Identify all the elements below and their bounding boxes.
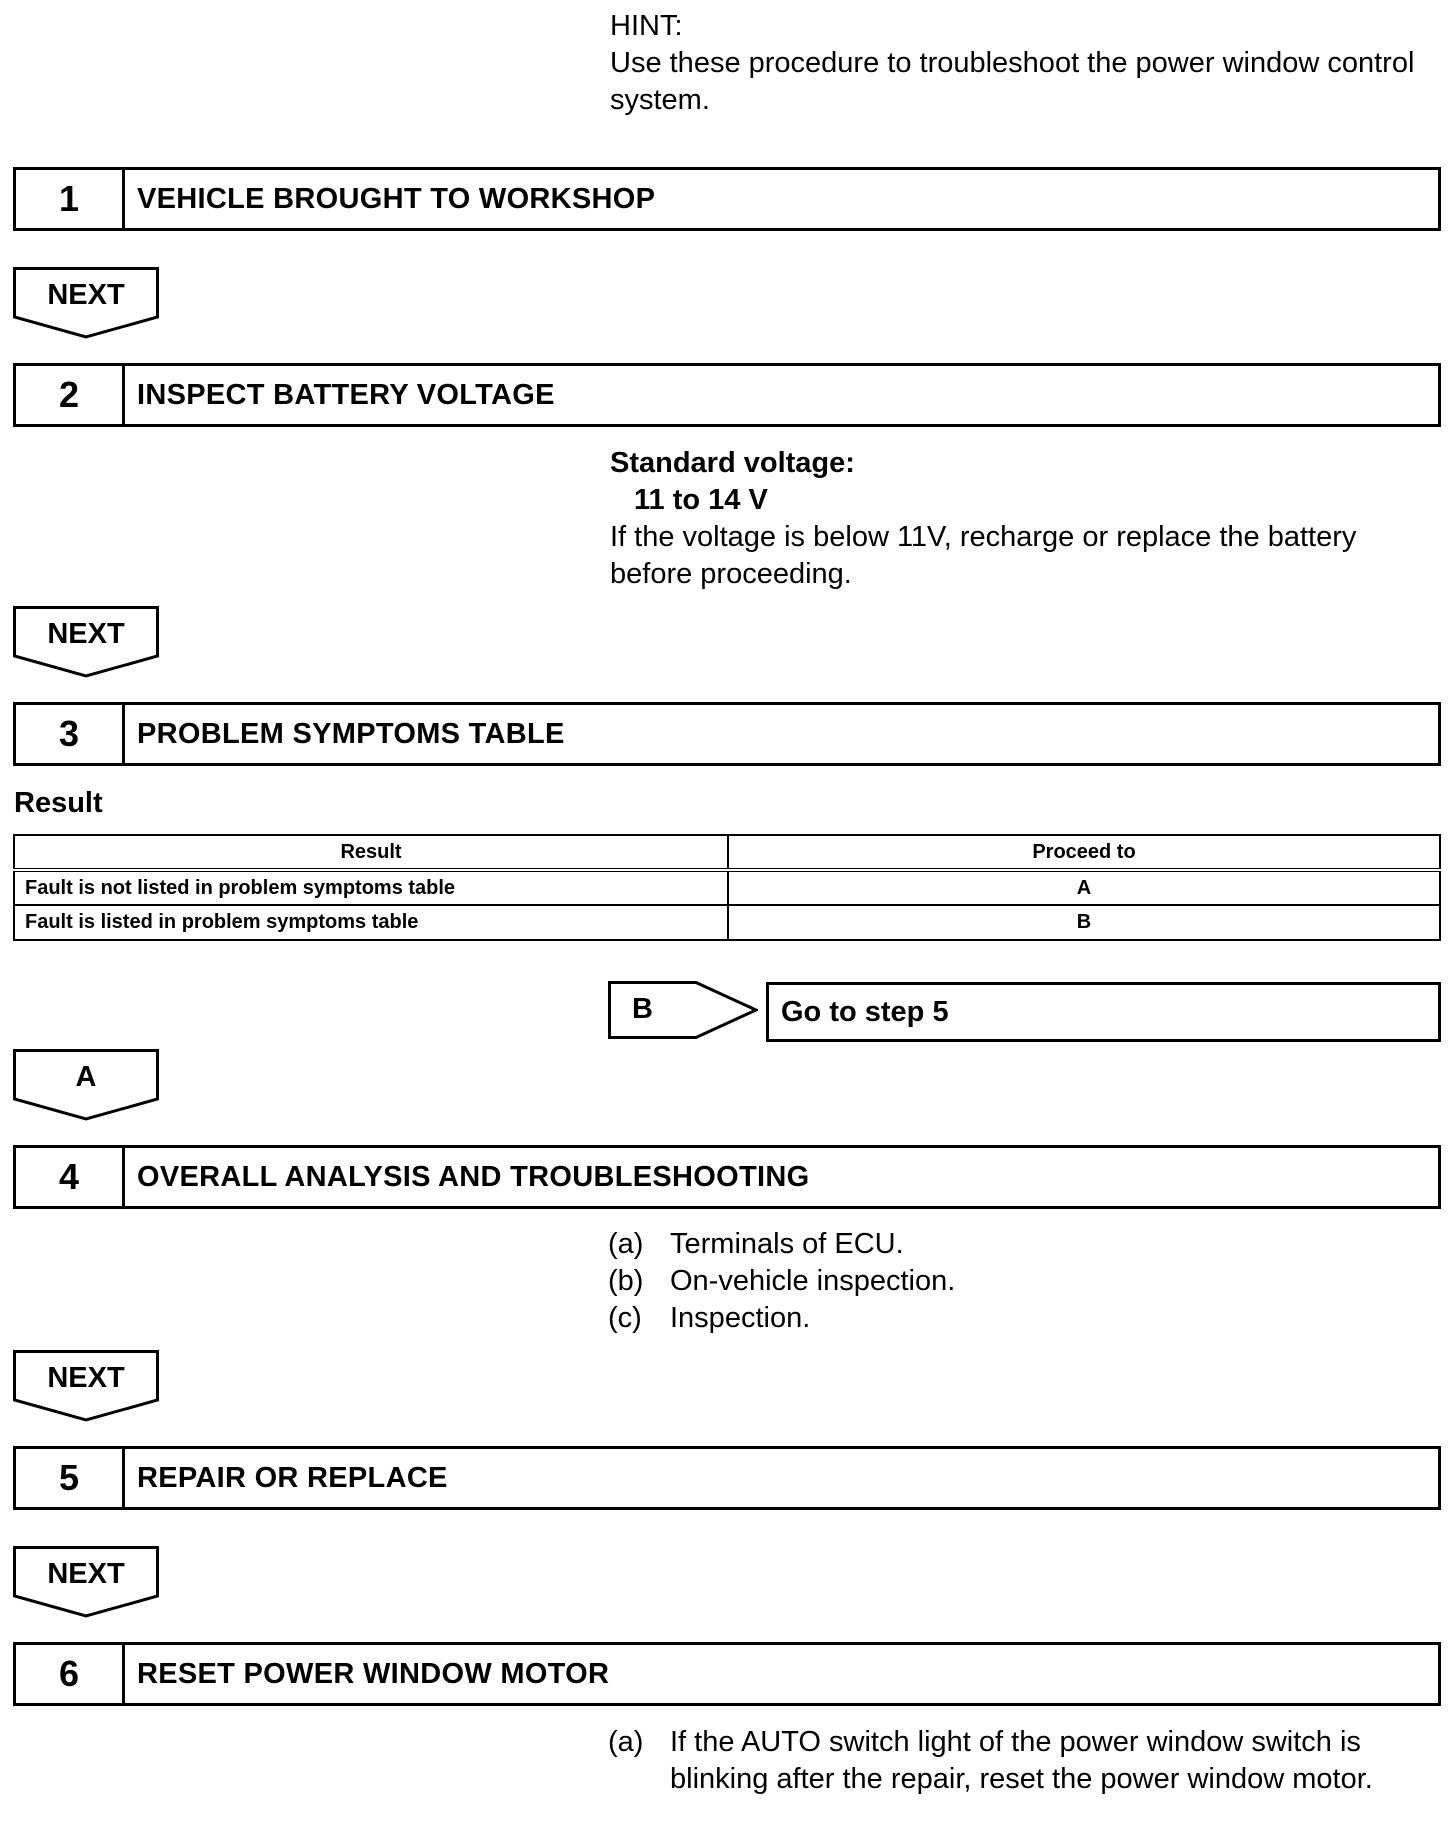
hint-block (610, 8, 1430, 119)
hint-text: Use these procedure to troubleshoot the power window control system. (610, 47, 1415, 116)
step-title: REPAIR OR REPLACE (137, 1461, 448, 1494)
table-row (14, 870, 1440, 905)
step-title: INSPECT BATTERY VOLTAGE (137, 378, 555, 411)
next-arrow-2 (13, 606, 159, 678)
next-label: NEXT (47, 1558, 125, 1590)
standard-voltage-label: Standard voltage: (610, 447, 855, 479)
step-1-header (13, 167, 1441, 231)
voltage-note: If the voltage is below 11V, recharge or replace the battery before proceeding. (610, 521, 1357, 590)
step-5-header (13, 1446, 1441, 1510)
hint-label: HINT: (610, 10, 683, 42)
table-header-row (14, 835, 1440, 870)
step-title: VEHICLE BROUGHT TO WORKSHOP (137, 182, 656, 215)
branch-b-label: B (632, 993, 653, 1025)
go-to-step-box: Go to step 5 (766, 982, 1441, 1042)
next-label: NEXT (47, 1362, 125, 1394)
next-label: NEXT (47, 279, 125, 311)
step-number: 6 (16, 1645, 125, 1703)
next-label: NEXT (47, 618, 125, 650)
column-header-proceed-to: Proceed to (728, 835, 1440, 870)
branch-b-arrow (608, 981, 758, 1039)
proceed-cell: A (728, 870, 1440, 905)
step-3-header (13, 702, 1441, 766)
item-label: (c) (608, 1302, 642, 1334)
step-2-header (13, 363, 1441, 427)
proceed-cell: B (728, 905, 1440, 940)
step-4-header (13, 1145, 1441, 1209)
branch-a-label: A (75, 1061, 97, 1093)
step-6-header (13, 1642, 1441, 1706)
next-arrow-4 (13, 1350, 159, 1422)
step-number: 5 (16, 1449, 125, 1507)
step-number: 1 (16, 170, 125, 228)
step-title: RESET POWER WINDOW MOTOR (137, 1657, 610, 1690)
step-2-content (610, 445, 1430, 593)
step-title: PROBLEM SYMPTOMS TABLE (137, 717, 565, 750)
item-text: Terminals of ECU. (670, 1228, 904, 1260)
item-text: If the AUTO switch light of the power window switch is blinking after the repair, reset the power window motor. (670, 1726, 1373, 1795)
item-label: (a) (608, 1228, 644, 1260)
item-label: (b) (608, 1265, 644, 1297)
column-header-result: Result (14, 835, 728, 870)
result-cell: Fault is listed in problem symptoms table (14, 905, 728, 940)
step-number: 3 (16, 705, 125, 763)
step-number: 4 (16, 1148, 125, 1206)
item-text: On-vehicle inspection. (670, 1265, 956, 1297)
standard-voltage-value: 11 to 14 V (634, 484, 768, 516)
branch-a-arrow (13, 1049, 159, 1121)
result-table (13, 834, 1441, 941)
item-text: Inspection. (670, 1302, 811, 1334)
next-arrow-5 (13, 1546, 159, 1618)
step-title: OVERALL ANALYSIS AND TROUBLESHOOTING (137, 1160, 810, 1193)
table-row (14, 905, 1440, 940)
result-cell: Fault is not listed in problem symptoms table (14, 870, 728, 905)
item-label: (a) (608, 1726, 644, 1758)
next-arrow-1 (13, 267, 159, 339)
step-number: 2 (16, 366, 125, 424)
right-arrow-icon (608, 981, 758, 1039)
result-heading: Result (14, 787, 103, 819)
